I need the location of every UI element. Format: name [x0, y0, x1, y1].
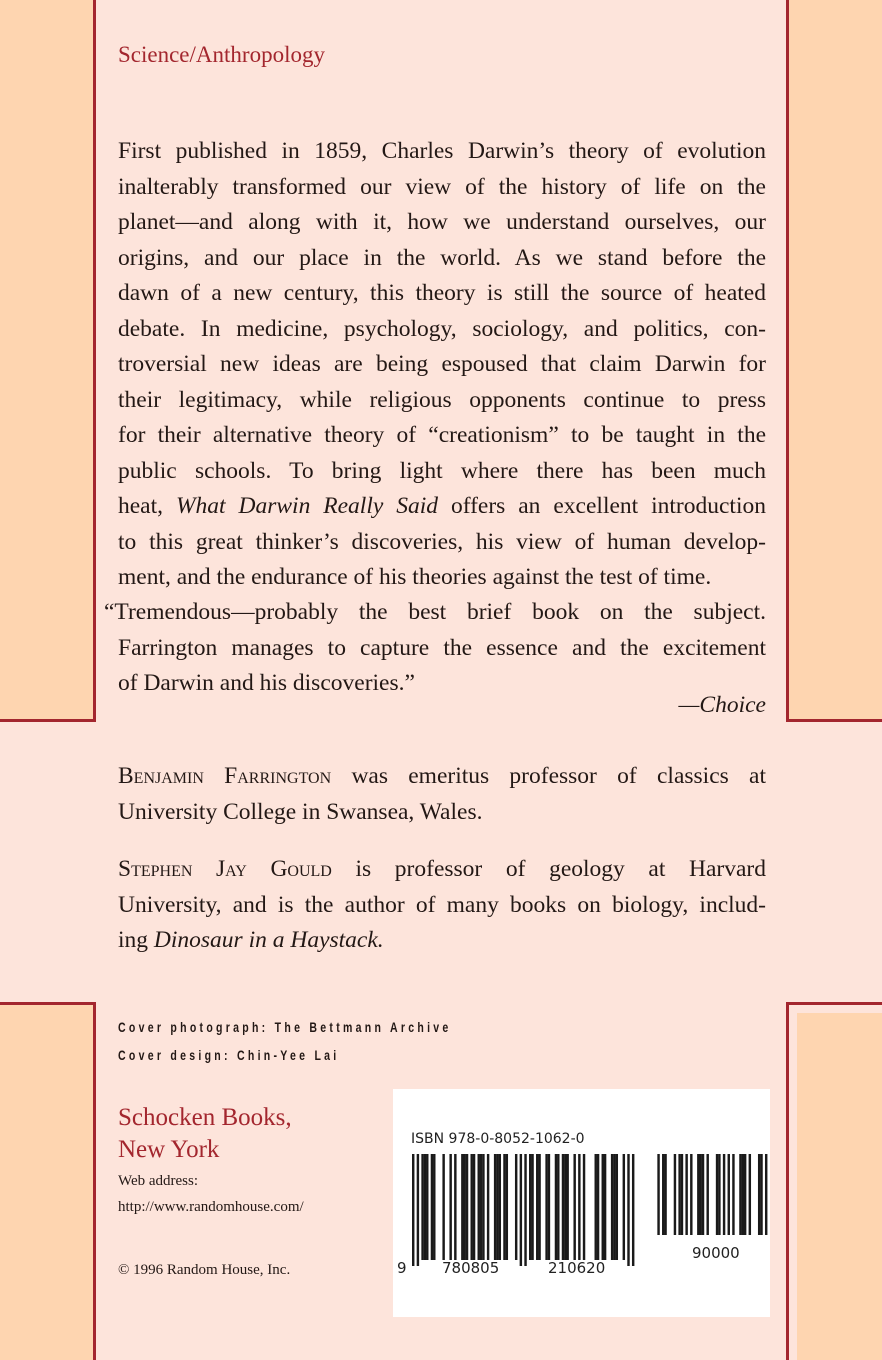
quote-source — [104, 688, 766, 724]
addon-bar — [657, 1154, 659, 1235]
cover-design-credit: Cover design: Chin-Yee Lai — [118, 1048, 340, 1063]
addon-bar — [662, 1154, 664, 1235]
web-address-url[interactable]: http://www.randomhouse.com/ — [118, 1199, 304, 1215]
text-segment: inalterably transformed our view of the history of life on the — [118, 173, 766, 200]
text-line — [118, 560, 766, 596]
barcode-graphic — [393, 1089, 770, 1317]
barcode-bar — [529, 1154, 531, 1260]
barcode-bar — [433, 1154, 435, 1260]
web-address-label: Web address: — [118, 1173, 199, 1189]
barcode-bar — [442, 1154, 444, 1260]
barcode-bar — [562, 1154, 564, 1260]
text-line — [118, 489, 766, 525]
barcode-bar — [595, 1154, 597, 1260]
addon-bar — [758, 1154, 760, 1235]
text-segment: offers an excellent introduction — [438, 493, 766, 519]
addon-bar — [760, 1154, 762, 1235]
text-segment: Farrington manages to capture the essence and the excitement — [118, 634, 766, 661]
addon-bar — [749, 1154, 751, 1235]
addon-bar — [739, 1154, 741, 1235]
text-line — [118, 759, 766, 795]
text-segment: troversial new ideas are being espoused that claim Darwin for — [118, 351, 766, 377]
text-segment: for their alternative theory of “creationism” to be taught in the — [118, 422, 766, 448]
barcode-bar — [496, 1154, 498, 1260]
barcode-bar — [494, 1154, 496, 1260]
barcode-bar — [471, 1154, 473, 1260]
barcode-bar — [515, 1154, 517, 1260]
text-segment: “Tremendous—probably the best brief book on the subject. — [104, 599, 766, 625]
italic-title: Dinosaur in a Haystack. — [153, 927, 384, 953]
guard-bar — [524, 1154, 526, 1266]
text-line — [118, 418, 766, 454]
text-line — [118, 795, 766, 831]
text-segment: origins, and our place in the world. As we stand before the — [118, 244, 766, 271]
text-segment: was emeritus professor of classics at — [331, 763, 766, 789]
text-line — [118, 852, 766, 888]
addon-bar — [690, 1154, 692, 1235]
author-bio-gould — [118, 852, 766, 959]
guard-bar — [632, 1154, 634, 1266]
author-name: Benjamin Farrington — [118, 763, 332, 789]
barcode-bar — [566, 1154, 568, 1260]
barcode-bar — [424, 1154, 426, 1260]
text-segment: First published in 1859, Charles Darwin’s theory of evolution — [118, 138, 766, 164]
guard-bar — [412, 1154, 414, 1266]
text-line — [118, 347, 766, 383]
text-segment: planet—and along with it, how we understand ourselves, our — [118, 209, 766, 235]
barcode-bar — [454, 1154, 456, 1260]
barcode-first-digit: 9 — [397, 1259, 407, 1277]
text-line — [118, 205, 766, 241]
barcode-right-digits: 210620 — [548, 1259, 606, 1277]
barcode-bar — [557, 1154, 559, 1260]
category-label: Science/Anthropology — [118, 42, 325, 67]
text-line — [118, 276, 766, 312]
barcode-bar — [611, 1154, 613, 1260]
publisher-block — [118, 1102, 292, 1166]
addon-bar — [678, 1154, 680, 1235]
text-segment: ment, and the endurance of his theories against the test of time. — [118, 564, 712, 590]
barcode-bar — [616, 1154, 618, 1260]
review-quote — [104, 595, 766, 702]
barcode-bar — [578, 1154, 580, 1260]
text-line — [118, 525, 766, 561]
barcode-bar — [602, 1154, 604, 1260]
text-segment: of Darwin and his discoveries.” — [118, 670, 415, 696]
addon-bar — [664, 1154, 666, 1235]
barcode-bar — [473, 1154, 475, 1260]
description-paragraph — [118, 134, 766, 596]
text-segment: dawn of a new century, this theory is still the source of heated — [118, 280, 766, 306]
barcode-bar — [613, 1154, 615, 1260]
barcode-bar — [538, 1154, 540, 1260]
text-line — [118, 888, 766, 924]
barcode-bar — [482, 1154, 484, 1260]
text-line — [118, 241, 766, 277]
barcode-bar — [503, 1154, 505, 1260]
decorative-stripe-lower-right — [786, 1002, 882, 1360]
author-bio-farrington — [118, 759, 766, 830]
decorative-stripe-lower-left — [0, 1002, 96, 1360]
barcode-bar — [426, 1154, 428, 1260]
barcode-bar — [499, 1154, 501, 1260]
barcode-bar — [466, 1154, 468, 1260]
isbn-barcode — [393, 1089, 770, 1317]
barcode-bar — [604, 1154, 606, 1260]
barcode-bar — [555, 1154, 557, 1260]
barcode-bar — [545, 1154, 547, 1260]
barcode-bar — [623, 1154, 625, 1260]
barcode-bar — [480, 1154, 482, 1260]
quote-source-row — [104, 688, 766, 724]
isbn-label: ISBN 978-0-8052-1062-0 — [411, 1131, 585, 1147]
addon-bar — [685, 1154, 687, 1235]
text-line — [118, 454, 766, 490]
barcode-bar — [463, 1154, 465, 1260]
italic-title: What Darwin Really Said — [175, 493, 438, 519]
text-line — [104, 631, 766, 667]
barcode-bar — [531, 1154, 533, 1260]
text-segment: their legitimacy, while religious opponents continue to press — [118, 386, 766, 413]
addon-bar — [681, 1154, 683, 1235]
addon-bar — [723, 1154, 725, 1235]
addon-bar — [718, 1154, 720, 1235]
text-segment: ing — [118, 927, 154, 953]
addon-bar — [706, 1154, 708, 1235]
guard-bar — [417, 1154, 419, 1266]
addon-bar — [699, 1154, 701, 1235]
copyright-notice: © 1996 Random House, Inc. — [118, 1262, 291, 1278]
cover-photo-credit: Cover photograph: The Bettmann Archive — [118, 1020, 452, 1035]
barcode-bar — [506, 1154, 508, 1260]
barcode-bar — [548, 1154, 550, 1260]
text-line — [118, 134, 766, 170]
text-line — [118, 383, 766, 419]
barcode-bar — [449, 1154, 451, 1260]
text-line — [118, 312, 766, 348]
text-segment: heat, — [118, 493, 176, 519]
text-segment: debate. In medicine, psychology, sociology, and politics, con- — [118, 315, 766, 342]
barcode-bar — [536, 1154, 538, 1260]
addon-bar — [742, 1154, 744, 1235]
cover-credits — [118, 1014, 452, 1070]
text-segment: is professor of geology at Harvard — [331, 856, 766, 882]
text-line — [118, 170, 766, 206]
text-segment: University College in Swansea, Wales. — [118, 798, 483, 825]
decorative-stripe-upper-left — [0, 0, 96, 722]
web-address-block — [118, 1168, 304, 1220]
addon-bar — [674, 1154, 676, 1235]
barcode-left-digits: 780805 — [442, 1259, 500, 1277]
addon-bar — [728, 1154, 730, 1235]
barcode-addon-digits: 90000 — [692, 1244, 740, 1262]
publisher-name: Schocken Books, — [118, 1104, 292, 1131]
barcode-bar — [573, 1154, 575, 1260]
addon-bar — [697, 1154, 699, 1235]
addon-bar — [732, 1154, 734, 1235]
barcode-bar — [597, 1154, 599, 1260]
text-segment: to this great thinker’s discoveries, his view of human develop- — [118, 528, 766, 555]
publisher-city: New York — [118, 1136, 220, 1163]
text-line — [104, 595, 766, 631]
barcode-bar — [478, 1154, 480, 1260]
barcode-bar — [487, 1154, 489, 1260]
text-line — [118, 923, 766, 959]
barcode-bar — [583, 1154, 585, 1260]
guard-bar — [627, 1154, 629, 1266]
decorative-stripe-upper-right — [786, 0, 882, 722]
addon-bar — [765, 1154, 767, 1235]
text-segment: University, and is the author of many books on biology, includ- — [118, 891, 766, 918]
addon-bar — [744, 1154, 746, 1235]
barcode-bar — [461, 1154, 463, 1260]
guard-bar — [520, 1154, 522, 1266]
barcode-bar — [431, 1154, 433, 1260]
barcode-bar — [564, 1154, 566, 1260]
addon-bar — [716, 1154, 718, 1235]
barcode-bar — [421, 1154, 423, 1260]
text-segment: public schools. To bring light where there has been much — [118, 457, 766, 484]
quote-source-text: —Choice — [678, 692, 766, 718]
addon-bar — [702, 1154, 704, 1235]
author-name: Stephen Jay Gould — [118, 856, 332, 882]
